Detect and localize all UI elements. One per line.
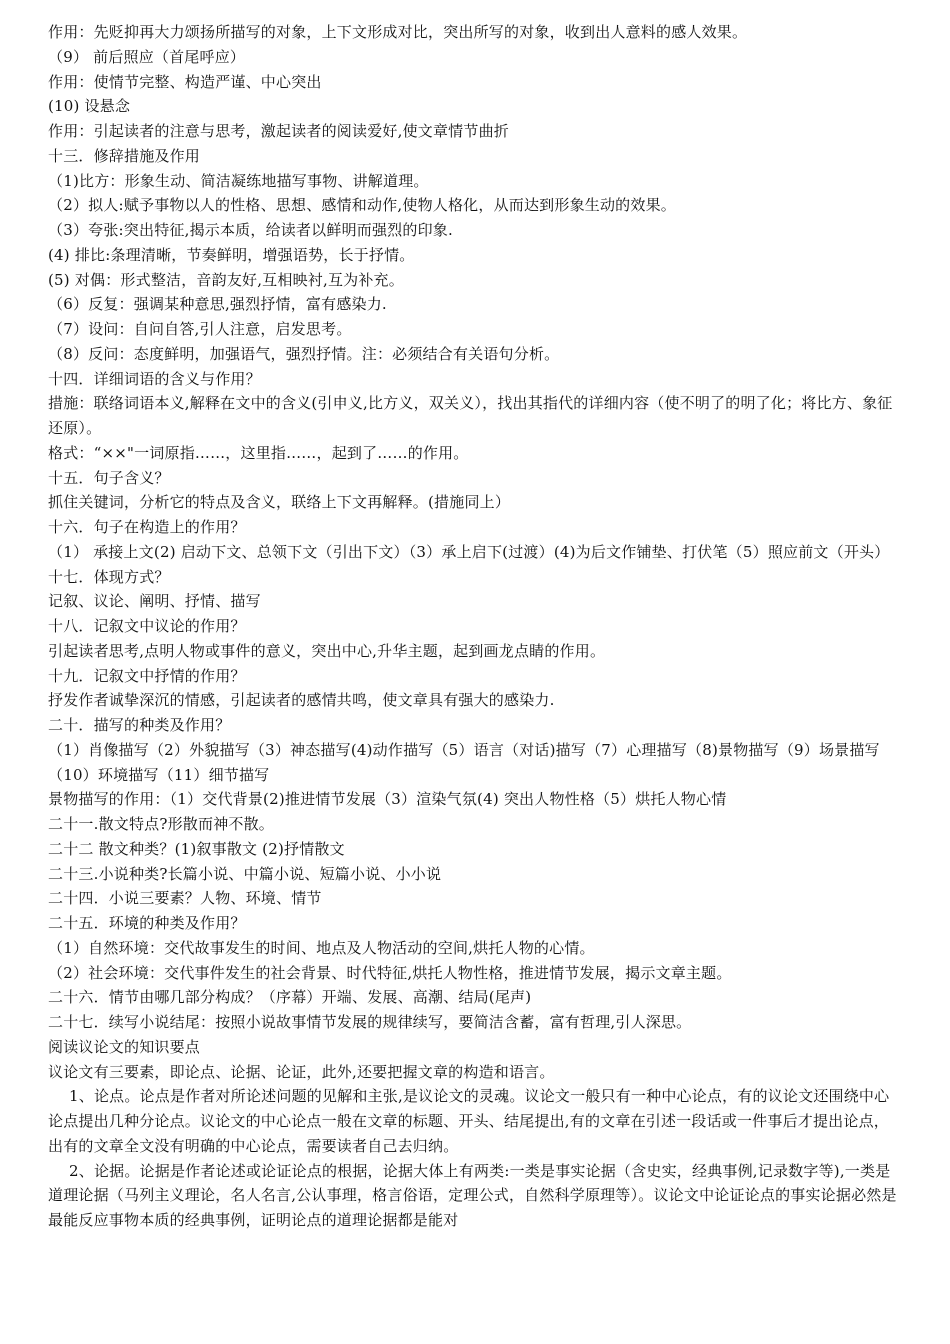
section-heading-13: 十三．修辞措施及作用 — [48, 146, 201, 165]
section-title-argumentative: 阅读议论文的知识要点 — [48, 1037, 201, 1056]
text-line-13: （7）设问：自问自答,引人注意，启发思考。 — [48, 320, 352, 338]
document-page — [48, 20, 904, 1233]
section-heading-18: 十八．记叙文中议论的作用？ — [48, 617, 246, 635]
text-line-8: （2）拟人:赋予事物以人的性格、思想、感情和动作,使物人格化，从而达到形象生动的效果。 — [48, 196, 676, 215]
section-heading-14: 十四．详细词语的含义与作用？ — [48, 369, 261, 388]
section-heading-24: 二十四．小说三要素？人物、环境、情节 — [48, 889, 322, 908]
text-line-19: 抓住关键词，分析它的特点及含义，联络上下文再解释。(措施同上） — [48, 493, 511, 512]
text-line-3: 作用：使情节完整、构造严谨、中心突出 — [48, 72, 322, 91]
text-line-23: 记叙、议论、阐明、抒情、描写 — [48, 592, 261, 611]
text-line-2: （9） 前后照应（首尾呼应） — [48, 47, 246, 66]
text-line-14: （8）反问：态度鲜明，加强语气，强烈抒情。注：必须结合有关语句分析。 — [48, 344, 560, 363]
text-paragraph-evidence: 2、论据。论据是作者论述或论证论点的根据，论据大体上有两类:一类是事实论据（含史实，经典事例,记录数字等),一类是道理论据（马列主义理论，名人名言,公认事理，格言俗语，定理公式，自然科学原理等）。议论文中论证论点的事实论据必然是最能反应事物本质的经典事例，证明论点的道理论据都是能对 — [48, 1161, 897, 1229]
text-line-12: （6）反复：强调某种意思,强烈抒情，富有感染力. — [48, 295, 387, 314]
text-paragraph-29: （1）肖像描写（2）外貌描写（3）神态描写(4)动作描写（5）语言（对话)描写（7）心理描写（8)景物描写（9）场景描写（10）环境描写（11）细节描写 — [48, 740, 880, 784]
text-line-27: 抒发作者诚挚深沉的情感，引起读者的感情共鸣，使文章具有强大的感染力. — [48, 691, 555, 710]
text-line-30: 景物描写的作用：（1）交代背景(2)推进情节发展（3）渲染气氛(4) 突出人物性格（5）烘托人物心情 — [48, 790, 727, 809]
text-line-9: （3）夸张:突出特征,揭示本质，给读者以鲜明而强烈的印象. — [48, 221, 453, 239]
text-line-17: 格式：“××"一词原指……，这里指……，起到了……的作用。 — [48, 443, 469, 462]
text-line-36: （1）自然环境：交代故事发生的时间、地点及人物活动的空间,烘托人物的心情。 — [48, 938, 595, 957]
text-line-4: (10) 设悬念 — [48, 97, 131, 116]
text-line-7: （1)比方：形象生动、简洁凝练地描写事物、讲解道理。 — [48, 171, 429, 190]
text-line-37: （2）社会环境：交代事件发生的社会背景、时代特征,烘托人物性格，推进情节发展，揭示文章主题。 — [48, 963, 732, 982]
section-heading-22: 二十二 散文种类？(1)叙事散文 (2)抒情散文 — [48, 839, 345, 858]
section-heading-25: 二十五．环境的种类及作用？ — [48, 914, 246, 932]
section-heading-26: 二十六．情节由哪几部分构成？（序幕）开端、发展、高潮、结局(尾声) — [48, 988, 532, 1007]
text-line-25: 引起读者思考,点明人物或事件的意义，突出中心,升华主题，起到画龙点睛的作用。 — [48, 641, 606, 660]
section-heading-17: 十七．体现方式？ — [48, 567, 170, 586]
text-line-10: (4) 排比:条理清晰，节奏鲜明，增强语势，长于抒情。 — [48, 245, 415, 264]
text-paragraph-argument: 1、论点。论点是作者对所论述问题的见解和主张,是议论文的灵魂。议论文一般只有一种中心论点，有的议论文还围绕中心论点提出几种分论点。议论文的中心论点一般在文章的标题、开头、结尾提出,有的文章在引述一段话或一件事后才提出论点，出有的文章全文没有明确的中心论点，需要读者自己去归纳。 — [48, 1087, 890, 1155]
section-heading-21: 二十一.散文特点?形散而神不散。 — [48, 815, 275, 833]
text-line-5: 作用：引起读者的注意与思考，激起读者的阅读爱好,使文章情节曲折 — [48, 122, 509, 140]
section-heading-27: 二十七．续写小说结尾：按照小说故事情节发展的规律续写，要简洁含蓄，富有哲理,引人深思。 — [48, 1013, 692, 1031]
section-heading-23: 二十三.小说种类?长篇小说、中篇小说、短篇小说、小小说 — [48, 864, 442, 883]
text-paragraph-16: 措施：联络词语本义,解释在文中的含义(引申义,比方义，双关义），找出其指代的详细内容（使不明了的明了化；将比方、象征还原）。 — [48, 394, 893, 437]
section-heading-20: 二十．描写的种类及作用？ — [48, 716, 231, 734]
text-line-11: (5) 对偶：形式整洁，音韵友好,互相映衬,互为补充。 — [48, 270, 404, 289]
section-heading-15: 十五．句子含义？ — [48, 468, 170, 487]
text-line-41: 议论文有三要素，即论点、论据、论证，此外,还要把握文章的构造和语言。 — [48, 1062, 555, 1081]
text-paragraph-21: （1） 承接上文(2) 启动下文、总领下文（引出下文）（3）承上启下(过渡）(4)为后文作铺垫、打伏笔（5）照应前文（开头） — [48, 542, 890, 561]
text-line-1: 作用：先贬抑再大力颂扬所描写的对象，上下文形成对比，突出所写的对象，收到出人意料的感人效果。 — [48, 23, 748, 41]
section-heading-16: 十六．句子在构造上的作用？ — [48, 518, 246, 536]
section-heading-19: 十九．记叙文中抒情的作用？ — [48, 666, 246, 685]
